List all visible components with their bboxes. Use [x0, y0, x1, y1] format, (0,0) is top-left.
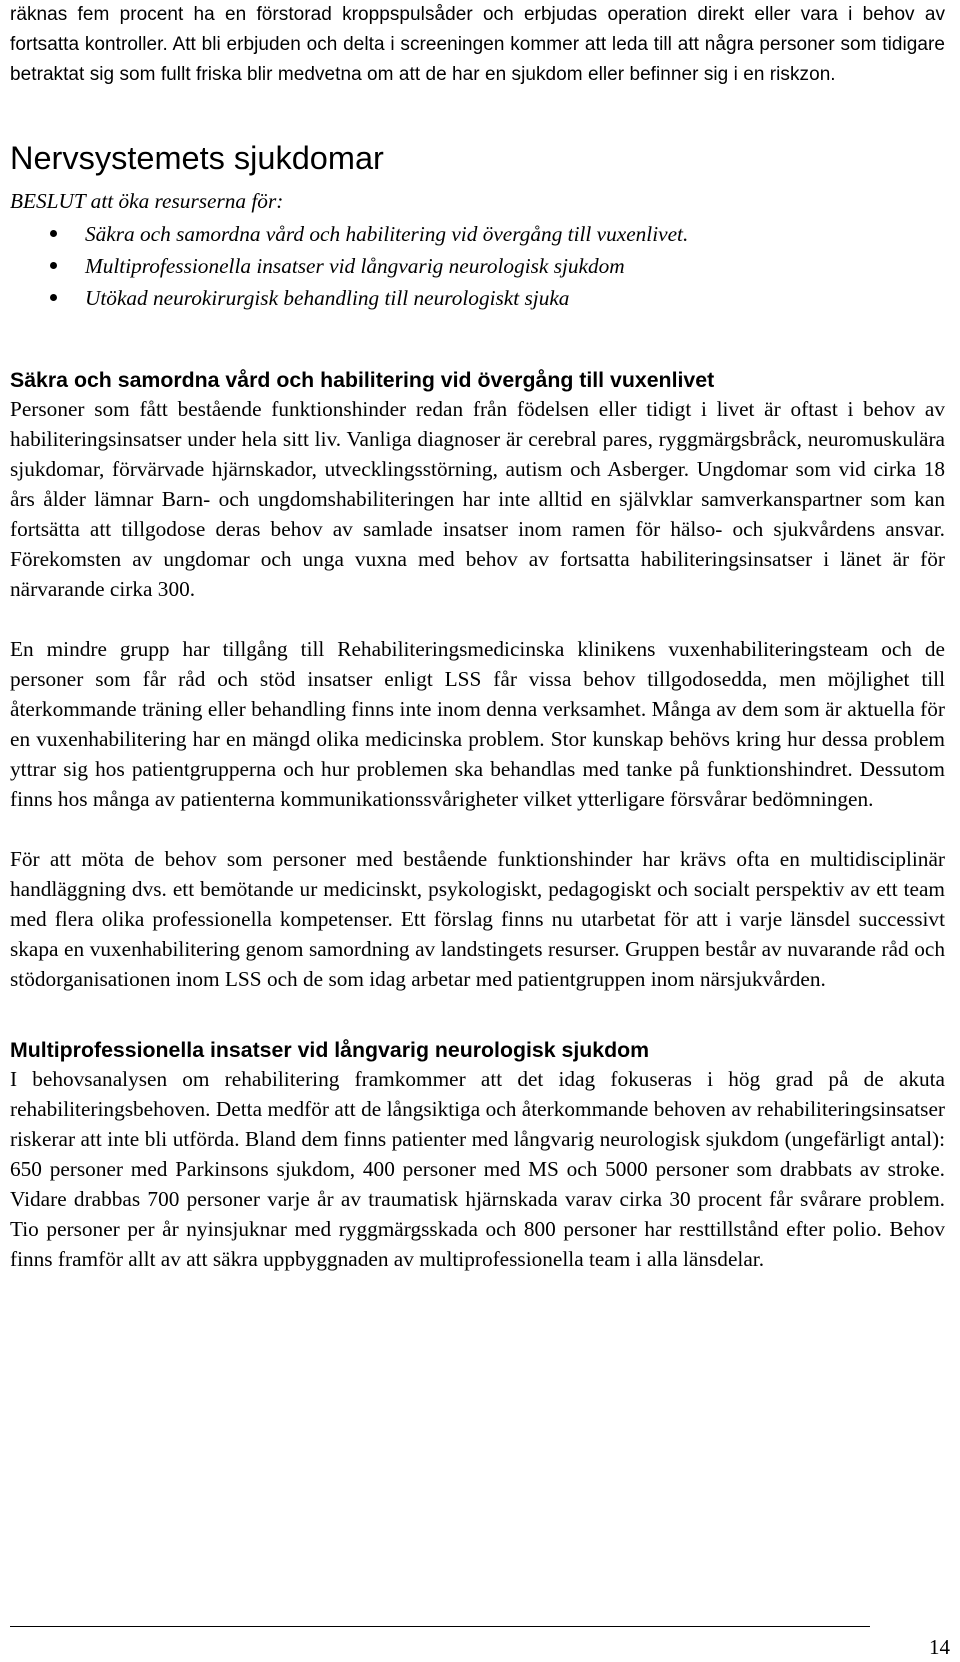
- body-paragraph: För att möta de behov som personer med bestående funktionshinder har krävs ofta en multidisciplinär handläggning dvs. ett bemötande ur medicinskt, psykologiskt, pedagogiskt och socialt perspektiv av ett team med flera olika professionella kompetenser. Ett förslag finns nu utarbetat för att i varje länsdel successivt skapa en vuxenhabilitering genom samordning av landstingets resurser. Gruppen består av nuvarande råd och stödorganisationen inom LSS och de som idag arbetar med patientgruppen inom närsjukvården.: [10, 847, 945, 991]
- bullet-text: Utökad neurokirurgisk behandling till neurologiskt sjuka: [85, 286, 570, 310]
- page-number: 14: [929, 1635, 950, 1659]
- section-title: Nervsystemets sjukdomar: [10, 140, 384, 176]
- footer-divider: [10, 1626, 870, 1627]
- body-paragraph: Personer som fått bestående funktionshinder redan från födelsen eller tidigt i livet är oftast i behov av habiliteringsinsatser under hela sitt liv. Vanliga diagnoser är cerebral pares, ryggmärgsbråck, neuromuskulära sjukdomar, förvärvade hjärnskador, utvecklingsstörning, autism och Asberger. Ungdomar som vid cirka 18 års ålder lämnar Barn- och ungdomshabiliteringen har inte alltid en självklar samverkanspartner som kan fortsätta att tillgodose deras behov av samlade insatser inom ramen för hälso- och sjukvårdens ansvar. Förekomsten av ungdomar och unga vuxna med behov av fortsatta habiliteringsinsatser i länet är för närvarande cirka 300.: [10, 397, 945, 601]
- subsection-heading-neurological: Multiprofessionella insatser vid långvarig neurologisk sjukdom: [10, 1038, 650, 1062]
- beslut-bullet-list: [10, 218, 945, 314]
- document-page: [10, 0, 945, 1274]
- beslut-line: BESLUT att öka resurserna för:: [10, 189, 284, 213]
- bullet-icon: [50, 262, 57, 269]
- body-paragraph: En mindre grupp har tillgång till Rehabiliteringsmedicinska klinikens vuxenhabiliteringsteam och de personer som får råd och stöd insatser enligt LSS får vissa behov tillgodosedda, men möjlighet till återkommande träning eller behandling finns inte inom denna verksamhet. Många av dem som är aktuella för en vuxenhabilitering har en mängd olika medicinska problem. Stor kunskap behövs kring hur dessa problem yttrar sig hos patientgrupperna och hur problemen ska behandlas med tanke på funktionshindret. Dessutom finns hos många av patienterna kommunikationssvårigheter vilket ytterligare försvårar bedömningen.: [10, 637, 945, 811]
- bullet-icon: [50, 294, 57, 301]
- intro-paragraph: räknas fem procent ha en förstorad kroppspulsåder och erbjudas operation direkt eller vara i behov av fortsatta kontroller. Att bli erbjuden och delta i screeningen kommer att leda till att några personer som tidigare betraktat sig som fullt friska blir medvetna om att de har en sjukdom eller befinner sig i en riskzon.: [10, 4, 945, 85]
- bullet-item: [10, 282, 945, 314]
- bullet-icon: [50, 230, 57, 237]
- bullet-item: [10, 250, 945, 282]
- body-paragraph: I behovsanalysen om rehabilitering framkommer att det idag fokuseras i hög grad på de akuta rehabiliteringsbehoven. Detta medför att de långsiktiga och återkommande behoven av rehabiliteringsinsatser riskerar att inte bli utförda. Bland dem finns patienter med långvarig neurologisk sjukdom (ungefärligt antal): 650 personer med Parkinsons sjukdom, 400 personer med MS och 5000 personer som drabbats av stroke. Vidare drabbas 700 personer varje år av traumatisk hjärnskada varav cirka 30 procent får svårare problem. Tio personer per år nyinsjuknar med ryggmärgsskada och 800 personer har resttillstånd efter polio. Behov finns framför allt av att säkra uppbyggnaden av multiprofessionella team i alla länsdelar.: [10, 1067, 945, 1271]
- bullet-text: Säkra och samordna vård och habilitering vid övergång till vuxenlivet.: [85, 222, 689, 246]
- bullet-item: [10, 218, 945, 250]
- subsection-heading-transition: Säkra och samordna vård och habilitering vid övergång till vuxenlivet: [10, 368, 715, 392]
- bullet-text: Multiprofessionella insatser vid långvarig neurologisk sjukdom: [85, 254, 625, 278]
